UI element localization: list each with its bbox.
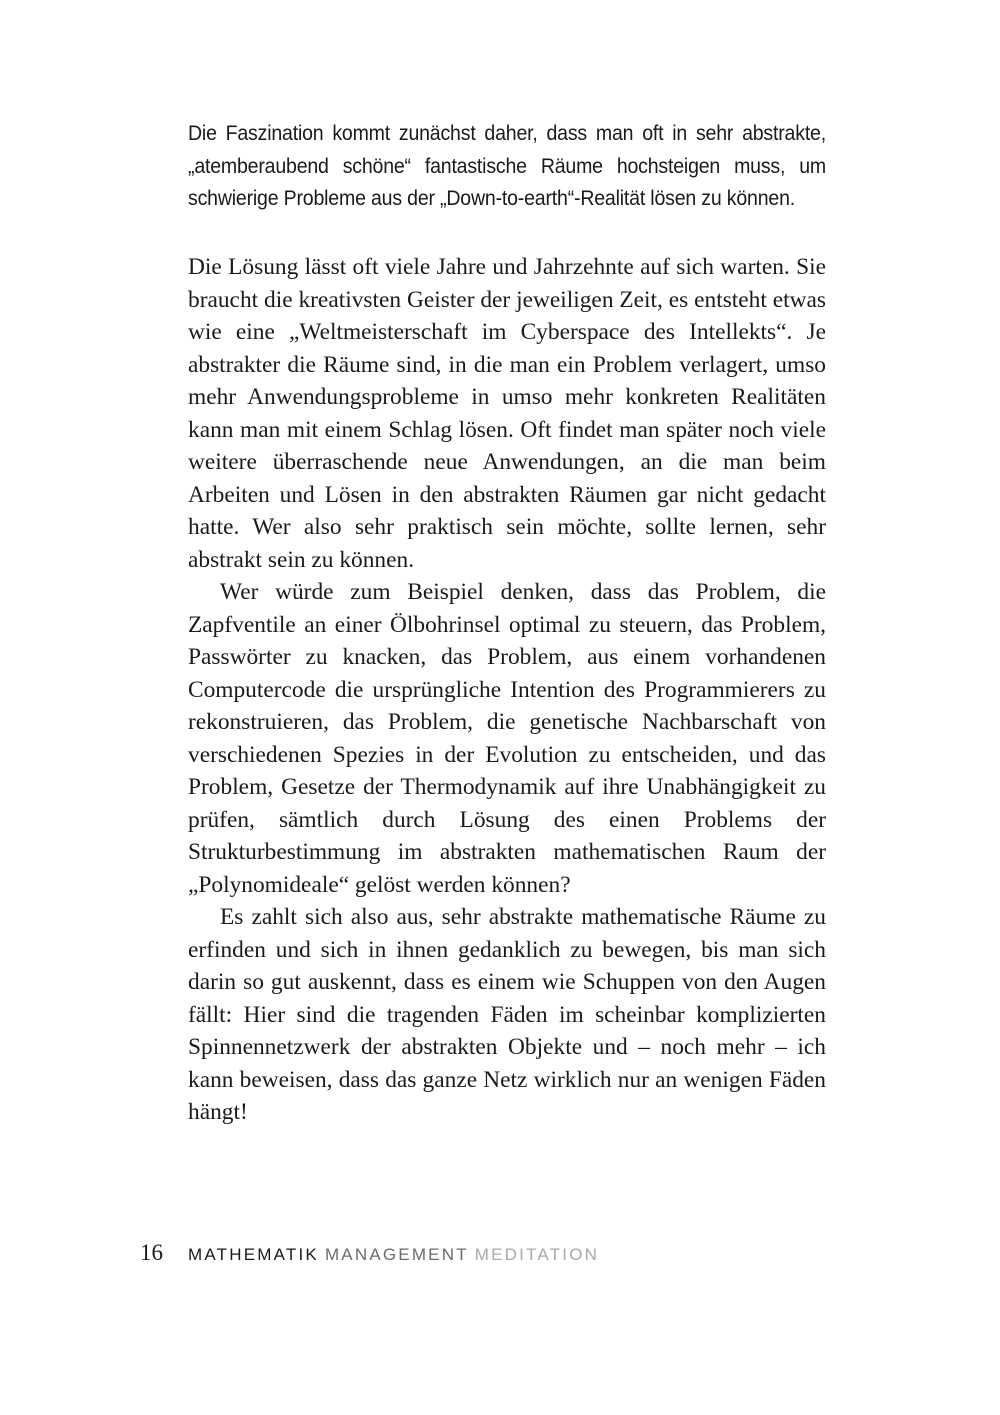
running-head-management: MANAGEMENT [324,1245,469,1264]
running-head-mathematik: MATHEMATIK [188,1245,319,1264]
paragraph-1: Die Lösung lässt oft viele Jahre und Jahrzehnte auf sich warten. Sie braucht die kreativsten Geister der jeweiligen Zeit, es entsteht etwas wie eine „Weltmeisterschaft im Cyberspace des Intellekts“. Je abstrakter die Räume sind, in die man ein Problem verlagert, umso mehr Anwendungsprobleme in umso mehr konkreten Realitäten kann man mit einem Schlag lösen. Oft findet man später noch viele weitere überraschende neue Anwendungen, an die man beim Arbeiten und Lösen in den abstrakten Räumen gar nicht gedacht hatte. Wer also sehr praktisch sein möchte, sollte lernen, sehr abstrakt sein zu können. [188,254,826,573]
paragraph-3: Es zahlt sich also aus, sehr abstrakte mathematische Räume zu erfinden und sich in ihnen gedanklich zu bewegen, bis man sich darin so gut auskennt, dass es einem wie Schuppen von den Augen fällt: Hier sind die tragenden Fäden im scheinbar komplizierten Spinnennetzwerk der abstrakten Objekte und – noch mehr – ich kann beweisen, dass das ganze Netz wirklich nur an wenigen Fäden hängt! [188,904,826,1125]
page-number: 16 [140,1240,163,1265]
running-head-meditation: MEDITATION [474,1245,600,1264]
body-text [188,251,826,1129]
page-footer [140,1240,599,1270]
intro-paragraph: Die Faszination kommt zunächst daher, dass man oft in sehr abstrakte, „atemberaubend schöne“ fantastische Räume hochsteigen muss, um schwierige Probleme aus der „Down-to-earth“-Realität lösen zu können. [188,122,826,210]
paragraph-2: Wer würde zum Beispiel denken, dass das Problem, die Zapfventile an einer Ölbohrinsel optimal zu steuern, das Problem, Passwörter zu knacken, das Problem, aus einem vorhandenen Computercode die ursprüngliche Intention des Programmierers zu rekonstruieren, das Problem, die genetische Nachbarschaft von verschiedenen Spezies in der Evolution zu entscheiden, und das Problem, Gesetze der Thermodynamik auf ihre Unabhängigkeit zu prüfen, sämtlich durch Lösung des einen Problems der Strukturbestimmung im abstrakten mathematischen Raum der „Polynomideale“ gelöst werden können? [188,579,826,898]
